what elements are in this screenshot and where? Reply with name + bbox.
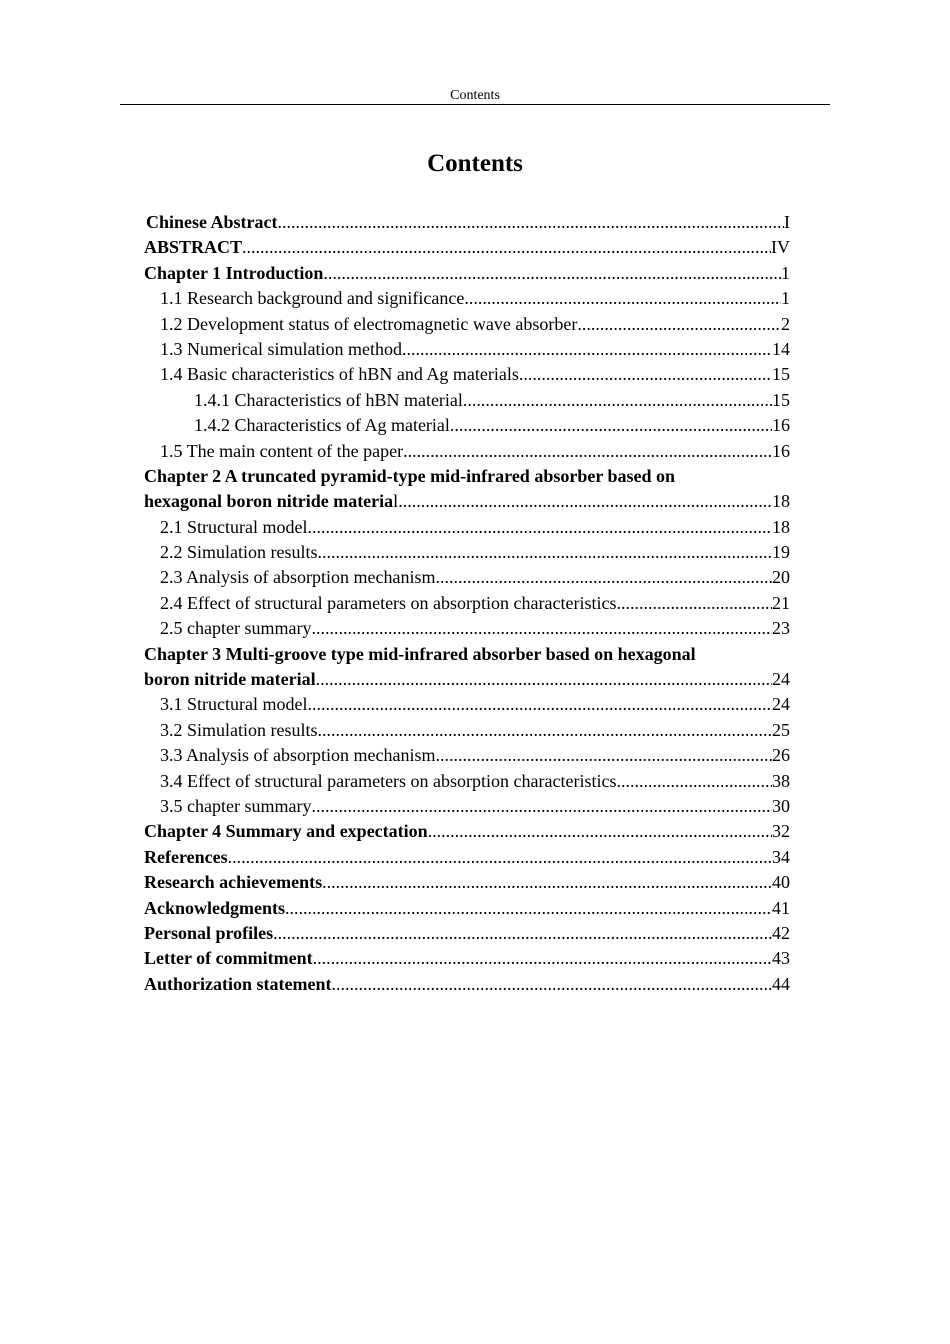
dot-leader [311, 616, 772, 641]
toc-entry[interactable] [144, 540, 790, 565]
dot-leader [285, 896, 772, 921]
toc-page-number: 18 [772, 491, 790, 512]
dot-leader [307, 692, 772, 717]
toc-entry-label: Chapter 3 Multi-groove type mid-infrared absorber based on hexagonal [144, 643, 696, 664]
toc-page-number: 30 [772, 795, 790, 816]
toc-entry-line[interactable] [144, 464, 790, 489]
toc-entry-label: 1.1 Research background and significance [160, 288, 465, 309]
dot-leader [307, 515, 772, 540]
toc-entry[interactable] [144, 743, 790, 768]
toc-entry-label: 1.2 Development status of electromagnetic wave absorber [160, 313, 578, 334]
toc-entry-line[interactable] [144, 642, 790, 667]
toc-page-number: 15 [772, 364, 790, 385]
toc-entry[interactable] [144, 718, 790, 743]
toc-page-number: 40 [772, 872, 790, 893]
dot-leader [519, 362, 772, 387]
toc-entry[interactable] [144, 210, 790, 235]
dot-leader [316, 667, 772, 692]
toc-entry[interactable] [144, 972, 790, 997]
toc-page-number: 24 [772, 669, 790, 690]
toc-page-number: 43 [772, 948, 790, 969]
toc-entry[interactable] [144, 413, 790, 438]
toc-entry-label: Chapter 1 Introduction [144, 262, 324, 283]
dot-leader [273, 921, 772, 946]
toc-entry-label-part: hexagonal boron nitride materia [144, 491, 394, 512]
table-of-contents [144, 210, 790, 997]
dot-leader [323, 261, 781, 286]
toc-entry[interactable] [144, 312, 790, 337]
toc-entry-label: Chinese Abstract [146, 212, 278, 232]
toc-page-number: 1 [781, 262, 790, 283]
toc-page-number: 38 [772, 770, 790, 791]
dot-leader [311, 794, 772, 819]
header-rule [120, 104, 830, 105]
toc-entry[interactable] [144, 286, 790, 311]
toc-page-number: 19 [772, 542, 790, 563]
toc-entry-label: Authorization statement [144, 973, 332, 994]
toc-entry[interactable] [144, 515, 790, 540]
toc-entry-label: Letter of commitment [144, 948, 313, 969]
dot-leader [577, 312, 781, 337]
dot-leader [403, 439, 772, 464]
toc-page-number: 32 [772, 821, 790, 842]
dot-leader [278, 210, 785, 235]
toc-page-number: I [784, 212, 790, 232]
toc-entry[interactable] [144, 388, 790, 413]
dot-leader [435, 565, 772, 590]
dot-leader [428, 819, 772, 844]
toc-entry-label: 3.3 Analysis of absorption mechanism [160, 745, 436, 766]
toc-entry-label: 2.4 Effect of structural parameters on absorption characteristics [160, 592, 617, 613]
toc-entry-label-part: boron nitride material [144, 669, 316, 690]
toc-page-number: 2 [781, 313, 790, 334]
toc-entry-label: Personal profiles [144, 922, 274, 943]
toc-entry-label-part: l [393, 491, 399, 512]
toc-entry[interactable] [144, 591, 790, 616]
toc-page-number: 21 [772, 592, 790, 613]
dot-leader [463, 388, 772, 413]
toc-page-number: 24 [772, 694, 790, 715]
dot-leader [398, 489, 772, 514]
toc-entry-label: 3.1 Structural model [160, 694, 308, 715]
toc-entry-label: 2.1 Structural model [160, 516, 308, 537]
toc-page-number: 41 [772, 897, 790, 918]
toc-entry-label [144, 667, 316, 692]
toc-entry[interactable] [144, 616, 790, 641]
dot-leader [464, 286, 781, 311]
toc-entry-label: 3.2 Simulation results [160, 719, 318, 740]
dot-leader [450, 413, 772, 438]
toc-page-number: 16 [772, 440, 790, 461]
toc-entry-label: Research achievements [144, 872, 323, 893]
toc-entry[interactable] [144, 769, 790, 794]
toc-entry[interactable] [144, 921, 790, 946]
toc-entry[interactable] [144, 337, 790, 362]
dot-leader [228, 845, 772, 870]
toc-entry-label: 3.5 chapter summary [160, 795, 312, 816]
toc-entry[interactable] [144, 667, 790, 692]
dot-leader [313, 946, 772, 971]
toc-entry[interactable] [144, 946, 790, 971]
toc-page-number: 42 [772, 922, 790, 943]
dot-leader [322, 870, 772, 895]
toc-entry-label: References [144, 846, 228, 867]
toc-page-number: 1 [781, 288, 790, 309]
toc-entry[interactable] [144, 565, 790, 590]
toc-entry[interactable] [144, 870, 790, 895]
toc-entry[interactable] [144, 439, 790, 464]
toc-entry-label: 2.5 chapter summary [160, 618, 312, 639]
toc-entry-label: 2.2 Simulation results [160, 542, 318, 563]
toc-entry-label: 1.4.1 Characteristics of hBN material [194, 389, 463, 410]
dot-leader [242, 235, 771, 260]
toc-entry-label: 1.4.2 Characteristics of Ag material [194, 415, 450, 436]
toc-entry-label: 2.3 Analysis of absorption mechanism [160, 567, 436, 588]
toc-entry[interactable] [144, 261, 790, 286]
dot-leader [435, 743, 772, 768]
toc-page-number: 26 [772, 745, 790, 766]
toc-entry-label: 1.4 Basic characteristics of hBN and Ag materials [160, 364, 519, 385]
running-header: Contents [450, 88, 500, 103]
toc-page-number: 44 [772, 973, 790, 994]
toc-entry[interactable] [144, 794, 790, 819]
toc-entry-label: Chapter 2 A truncated pyramid-type mid-infrared absorber based on [144, 465, 676, 486]
toc-entry-label [144, 489, 398, 514]
toc-page-number: 16 [772, 415, 790, 436]
toc-entry[interactable] [144, 896, 790, 921]
toc-entry-label: Acknowledgments [144, 897, 286, 918]
toc-entry[interactable] [144, 489, 790, 514]
page-title: Contents [427, 150, 523, 177]
dot-leader [402, 337, 772, 362]
toc-entry-label: Chapter 4 Summary and expectation [144, 821, 428, 842]
toc-entry[interactable] [144, 692, 790, 717]
toc-entry[interactable] [144, 819, 790, 844]
toc-entry[interactable] [144, 362, 790, 387]
toc-page-number: 15 [772, 389, 790, 410]
toc-entry[interactable] [144, 845, 790, 870]
toc-page-number: 14 [772, 338, 790, 359]
dot-leader [318, 718, 773, 743]
dot-leader [617, 591, 773, 616]
toc-entry-label: 1.3 Numerical simulation method [160, 338, 402, 359]
toc-page-number: IV [771, 237, 790, 258]
toc-page-number: 20 [772, 567, 790, 588]
dot-leader [318, 540, 773, 565]
toc-page-number: 25 [772, 719, 790, 740]
toc-entry-label: 1.5 The main content of the paper [160, 440, 404, 461]
toc-page-number: 18 [772, 516, 790, 537]
toc-entry[interactable] [144, 235, 790, 260]
toc-entry-label: ABSTRACT [144, 237, 243, 258]
dot-leader [331, 972, 772, 997]
dot-leader [617, 769, 773, 794]
toc-page-number: 34 [772, 846, 790, 867]
toc-page-number: 23 [772, 618, 790, 639]
toc-entry-label: 3.4 Effect of structural parameters on absorption characteristics [160, 770, 617, 791]
